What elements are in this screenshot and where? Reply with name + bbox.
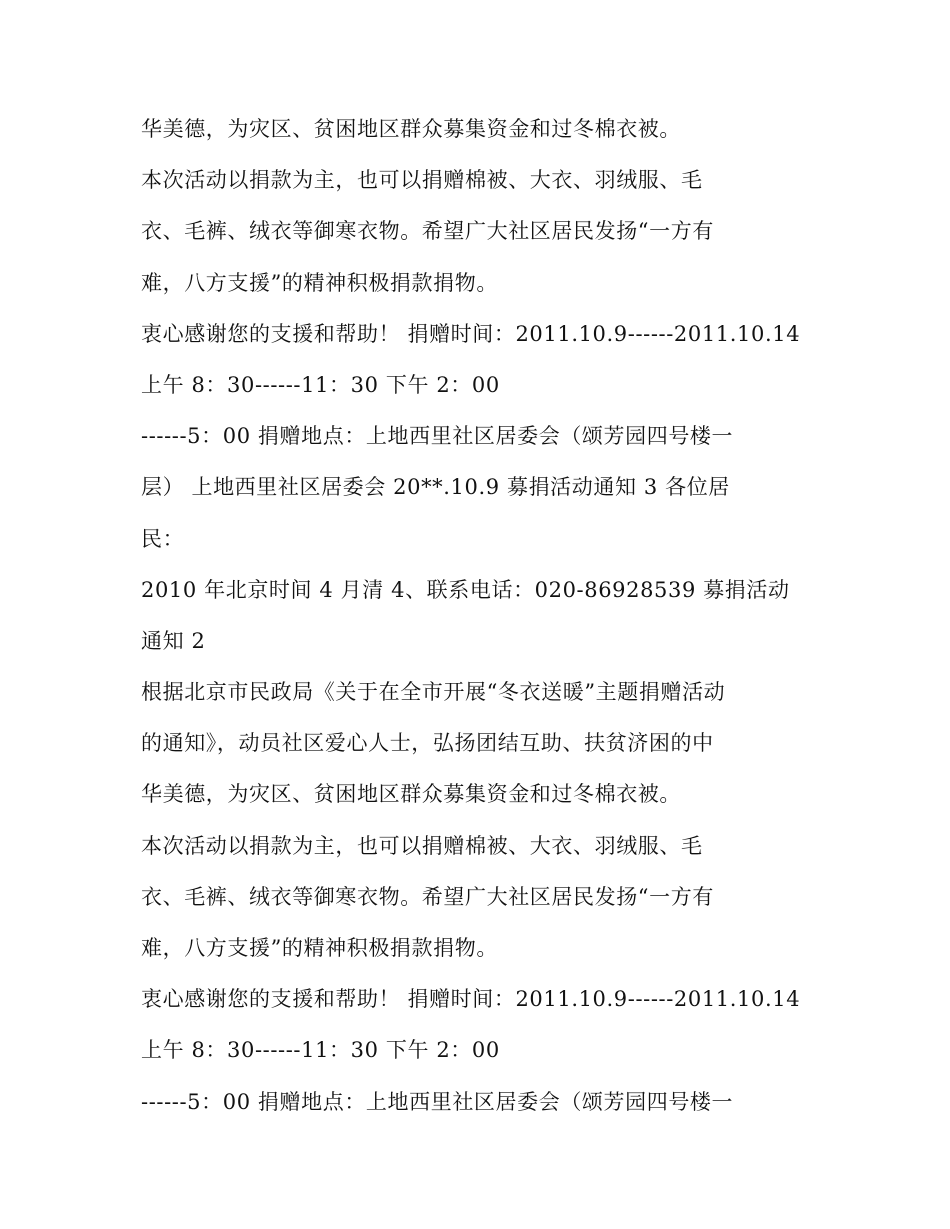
text-line: 衣、毛裤、绒衣等御寒衣物。希望广大社区居民发扬“一方有	[141, 219, 714, 244]
text-line: ------5：00 捐赠地点：上地西里社区居委会（颂芳园四号楼一	[141, 424, 734, 449]
text-line: 衣、毛裤、绒衣等御寒衣物。希望广大社区居民发扬“一方有	[141, 884, 714, 909]
text-line: 2010 年北京时间 4 月清 4、联系电话：020-86928539 募捐活动	[141, 577, 790, 602]
text-line: 本次活动以捐款为主，也可以捐赠棉被、大衣、羽绒服、毛	[141, 168, 703, 193]
text-line: 难，八方支援”的精神积极捐款捐物。	[141, 270, 498, 295]
document-body	[141, 104, 821, 1128]
text-line: 上午 8：30------11：30 下午 2：00	[141, 372, 500, 397]
text-line: 衷心感谢您的支援和帮助！ 捐赠时间：2011.10.9------2011.10.14	[141, 987, 801, 1012]
text-line: 衷心感谢您的支援和帮助！ 捐赠时间：2011.10.9------2011.10.14	[141, 321, 801, 346]
text-line: 华美德，为灾区、贫困地区群众募集资金和过冬棉衣被。	[141, 117, 681, 141]
text-line: 难，八方支援”的精神积极捐款捐物。	[141, 936, 498, 960]
text-line: 本次活动以捐款为主，也可以捐赠棉被、大衣、羽绒服、毛	[141, 833, 703, 858]
text-line: 华美德，为灾区、贫困地区群众募集资金和过冬棉衣被。	[141, 782, 681, 807]
text-line: 层） 上地西里社区居委会 20**.10.9 募捐活动通知 3 各位居	[141, 475, 730, 500]
text-line: 通知 2	[141, 628, 206, 653]
text-line: 根据北京市民政局《关于在全市开展“冬衣送暖”主题捐赠活动	[141, 680, 726, 705]
text-line: 民：	[141, 526, 185, 551]
text-line: 上午 8：30------11：30 下午 2：00	[141, 1038, 500, 1063]
text-line: 的通知》，动员社区爱心人士，弘扬团结互助、扶贫济困的中	[141, 731, 714, 756]
text-line: ------5：00 捐赠地点：上地西里社区居委会（颂芳园四号楼一	[141, 1089, 734, 1114]
